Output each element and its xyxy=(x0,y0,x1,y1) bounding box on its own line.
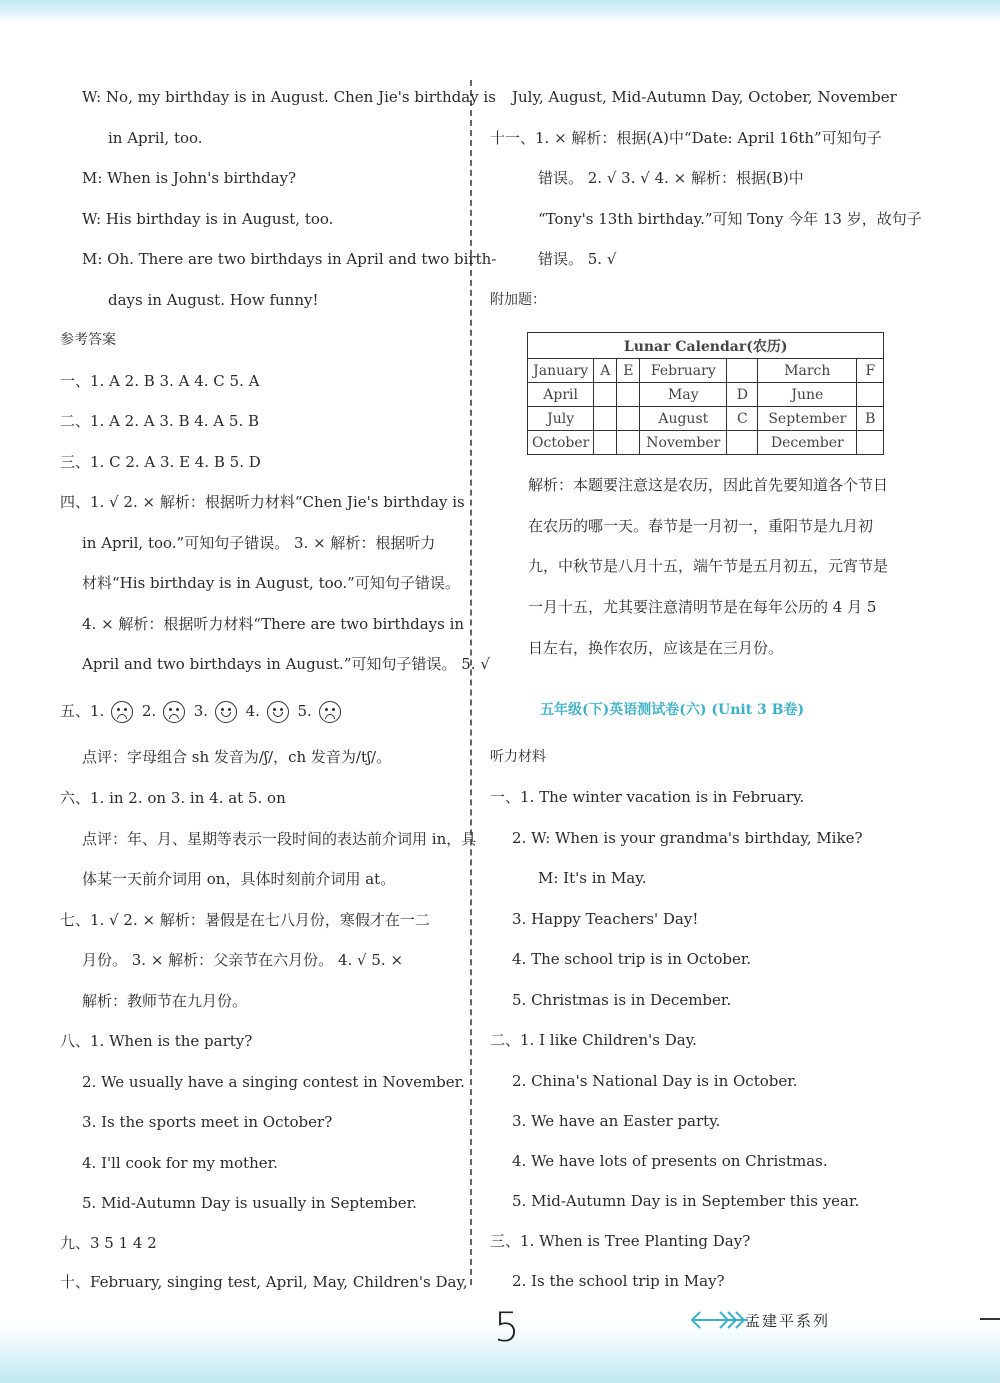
table-cell xyxy=(617,407,640,431)
listening-2-line: 4. We have lots of presents on Christmas. xyxy=(512,1152,828,1170)
answer-section-8-line: 3. Is the sports meet in October? xyxy=(82,1113,333,1131)
dialogue-line: in April, too. xyxy=(108,129,203,147)
answer-section-8-line: 4. I'll cook for my mother. xyxy=(82,1154,278,1172)
table-row xyxy=(528,431,884,455)
answer-section-4-line: 四、1. √ 2. × 解析：根据听力材料“Chen Jie's birthday is xyxy=(60,493,465,511)
answer-section-11-line: 错误。 5. √ xyxy=(538,250,617,268)
listening-3-line: 2. Is the school trip in May? xyxy=(512,1272,725,1290)
table-cell: December xyxy=(758,431,857,455)
footer-rule xyxy=(980,1318,1000,1320)
happy-face-icon xyxy=(215,701,237,723)
table-cell xyxy=(617,383,640,407)
table-cell: April xyxy=(528,383,594,407)
lunar-calendar-table xyxy=(527,332,884,455)
listening-1-line: M: It's in May. xyxy=(538,869,647,887)
answer-section-7-line: 月份。 3. × 解析：父亲节在六月份。 4. √ 5. × xyxy=(82,951,404,969)
answer-section-7-line: 七、1. √ 2. × 解析：暑假是在七八月份，寒假才在一二 xyxy=(60,911,430,929)
answer-section-3: 三、1. C 2. A 3. E 4. B 5. D xyxy=(60,453,261,471)
listening-1-line: 一、1. The winter vacation is in February. xyxy=(490,788,805,806)
table-cell xyxy=(594,383,617,407)
table-cell: D xyxy=(727,383,758,407)
sad-face-icon xyxy=(319,701,341,723)
answer-section-4-line: April and two birthdays in August.”可知句子错误。 5. √ xyxy=(82,655,490,673)
answer-5-comment: 点评：字母组合 sh 发音为/ʃ/，ch 发音为/tʃ/。 xyxy=(82,748,392,766)
analysis-line: 九，中秋节是八月十五，端午节是五月初五，元宵节是 xyxy=(528,557,889,575)
table-cell xyxy=(617,431,640,455)
answer-section-4-line: 材料“His birthday is in August, too.”可知句子错误。 xyxy=(82,574,460,592)
table-cell: A xyxy=(594,359,617,383)
table-cell xyxy=(857,383,884,407)
analysis-line: 一月十五，尤其要注意清明节是在每年公历的 4 月 5 xyxy=(528,598,877,616)
table-cell: May xyxy=(640,383,727,407)
table-cell: March xyxy=(758,359,857,383)
answer-section-8-line: 2. We usually have a singing contest in November. xyxy=(82,1073,465,1091)
happy-face-icon xyxy=(267,701,289,723)
publisher-name: 孟建平系列 xyxy=(745,1312,831,1330)
table-cell xyxy=(594,407,617,431)
table-cell: January xyxy=(528,359,594,383)
table-cell: September xyxy=(758,407,857,431)
listening-2-line: 2. China's National Day is in October. xyxy=(512,1072,798,1090)
answer-section-7-line: 解析：教师节在九月份。 xyxy=(82,992,248,1010)
answer-6-comment: 体某一天前介词用 on，具体时刻前介词用 at。 xyxy=(82,870,396,888)
answer-5-num: 3. xyxy=(193,702,209,720)
table-cell: February xyxy=(640,359,727,383)
analysis-line: 日左右，换作农历，应该是在三月份。 xyxy=(528,639,784,657)
answer-section-10: 十、February, singing test, April, May, Children's Day, xyxy=(60,1273,468,1291)
analysis-line: 解析：本题要注意这是农历，因此首先要知道各个节日 xyxy=(528,476,889,494)
answer-section-5 xyxy=(60,700,345,723)
table-cell: October xyxy=(528,431,594,455)
answer-5-num: 4. xyxy=(245,702,260,720)
table-cell: B xyxy=(857,407,884,431)
listening-heading: 听力材料 xyxy=(490,749,546,765)
dialogue-line: W: No, my birthday is in August. Chen Jie's birthday is xyxy=(82,88,496,106)
answer-5-num: 5. xyxy=(297,702,312,720)
table-row xyxy=(528,359,884,383)
answer-section-10-cont: July, August, Mid-Autumn Day, October, November xyxy=(512,88,897,106)
table-cell: November xyxy=(640,431,727,455)
answer-section-11-line: “Tony's 13th birthday.”可知 Tony 今年 13 岁，故句子 xyxy=(538,210,922,228)
table-cell: June xyxy=(758,383,857,407)
answer-section-6: 六、1. in 2. on 3. in 4. at 5. on xyxy=(60,789,286,807)
top-decorative-band xyxy=(0,0,1000,22)
dialogue-line: M: Oh. There are two birthdays in April and two birth- xyxy=(82,250,497,268)
answer-section-2: 二、1. A 2. A 3. B 4. A 5. B xyxy=(60,412,260,430)
answer-section-9: 九、3 5 1 4 2 xyxy=(60,1234,157,1252)
table-cell xyxy=(727,431,758,455)
arrow-decoration-icon xyxy=(690,1305,750,1335)
listening-1-line: 2. W: When is your grandma's birthday, Mike? xyxy=(512,829,863,847)
listening-3-line: 三、1. When is Tree Planting Day? xyxy=(490,1232,751,1250)
answer-section-1: 一、1. A 2. B 3. A 4. C 5. A xyxy=(60,372,260,390)
listening-1-line: 5. Christmas is in December. xyxy=(512,991,732,1009)
listening-2-line: 3. We have an Easter party. xyxy=(512,1112,721,1130)
table-cell: August xyxy=(640,407,727,431)
listening-2-line: 二、1. I like Children's Day. xyxy=(490,1031,697,1049)
answer-5-num: 2. xyxy=(141,702,157,720)
answer-section-8-line: 5. Mid-Autumn Day is usually in September. xyxy=(82,1194,417,1212)
extra-question-heading: 附加题： xyxy=(490,292,546,308)
table-cell: E xyxy=(617,359,640,383)
table-cell xyxy=(857,431,884,455)
listening-2-line: 5. Mid-Autumn Day is in September this year. xyxy=(512,1192,860,1210)
dialogue-line: W: His birthday is in August, too. xyxy=(82,210,334,228)
table-cell: C xyxy=(727,407,758,431)
answers-heading: 参考答案 xyxy=(60,332,116,348)
sad-face-icon xyxy=(111,701,133,723)
answer-section-11-line: 十一、1. × 解析：根据(A)中“Date: April 16th”可知句子 xyxy=(490,129,882,147)
analysis-line: 在农历的哪一天。春节是一月初一，重阳节是九月初 xyxy=(528,517,874,535)
table-cell xyxy=(594,431,617,455)
answer-6-comment: 点评：年、月、星期等表示一段时间的表达前介词用 in，具 xyxy=(82,830,477,848)
dialogue-line: days in August. How funny! xyxy=(108,291,319,309)
sad-face-icon xyxy=(163,701,185,723)
answer-section-4-line: in April, too.”可知句子错误。 3. × 解析：根据听力 xyxy=(82,534,436,552)
table-title: Lunar Calendar(农历) xyxy=(528,333,884,359)
listening-1-line: 4. The school trip is in October. xyxy=(512,950,752,968)
dialogue-line: M: When is John's birthday? xyxy=(82,169,297,187)
page-number: 5 xyxy=(494,1305,520,1351)
table-row xyxy=(528,383,884,407)
answer-5-prefix: 五、1. xyxy=(60,702,105,720)
answer-section-4-line: 4. × 解析：根据听力材料“There are two birthdays in xyxy=(82,615,465,633)
table-cell: July xyxy=(528,407,594,431)
answer-section-8: 八、1. When is the party? xyxy=(60,1032,253,1050)
listening-1-line: 3. Happy Teachers' Day! xyxy=(512,910,699,928)
section-title: 五年级(下)英语测试卷(六) (Unit 3 B卷) xyxy=(540,702,805,718)
table-row xyxy=(528,407,884,431)
answer-section-11-line: 错误。 2. √ 3. √ 4. × 解析：根据(B)中 xyxy=(538,169,804,187)
table-cell: F xyxy=(857,359,884,383)
table-cell xyxy=(727,359,758,383)
